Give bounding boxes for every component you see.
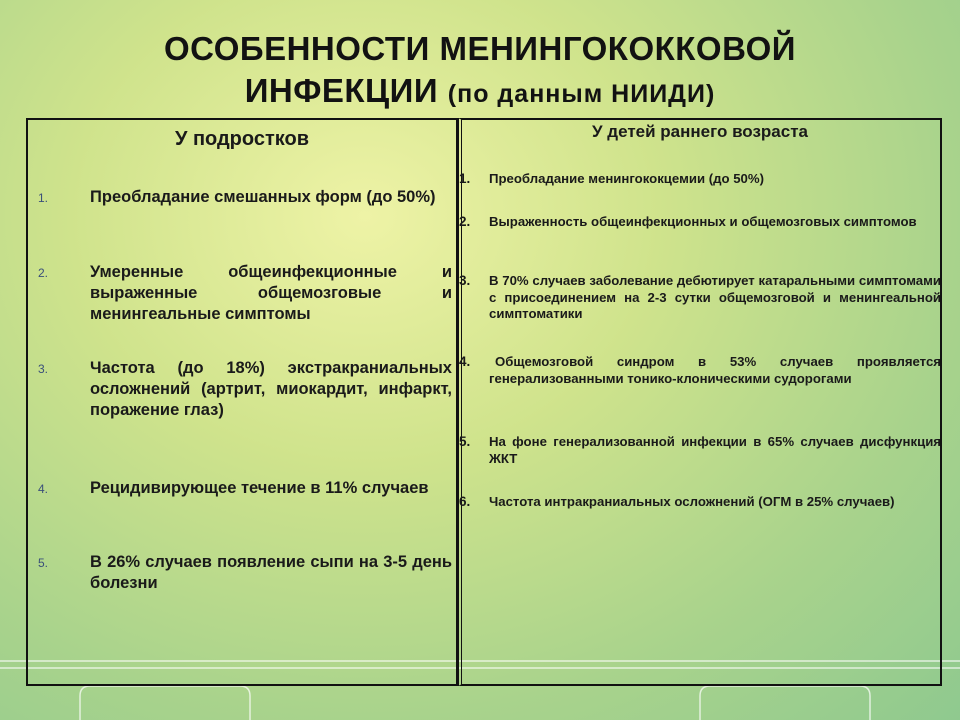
right-item-number: 6.: [459, 494, 471, 509]
left-list-item: Умеренные общеинфекционные и выраженные общемозговые и менингеальные симптомы: [90, 263, 452, 323]
left-list-item: Рецидивирующее течение в 11% случаев: [90, 479, 429, 497]
page-title-line2: [0, 72, 960, 110]
left-item-number: 1.: [38, 191, 49, 205]
right-item-number: 1.: [459, 171, 471, 186]
right-item-number: 4.: [459, 354, 471, 369]
right-list-item: В 70% случаев заболевание дебютирует катаральными симптомами с присоединением на 2-3 сутки общемозговой и менингеальной симптоматики: [489, 273, 941, 321]
left-list-item: В 26% случаев появление сыпи на 3-5 день болезни: [90, 553, 452, 592]
left-column-heading: У подростков: [174, 128, 310, 150]
right-item-number: 5.: [459, 434, 471, 449]
page-title-note: (по данным НИИДИ): [447, 80, 716, 108]
page-title-line1: ОСОБЕННОСТИ МЕНИНГОКОККОВОЙ: [164, 30, 796, 67]
right-list-item: Частота интракраниальных осложнений (ОГМ в 25% случаев): [489, 494, 895, 509]
left-item-number: 5.: [38, 556, 49, 570]
left-item-number: 3.: [38, 362, 49, 376]
left-item-number: 2.: [38, 266, 49, 280]
right-list-item: Общемозговой синдром в 53% случаев проявляется генерализованными тонико-клоническими судорогами: [489, 354, 941, 386]
left-item-number: 4.: [38, 482, 49, 496]
right-item-number: 3.: [459, 273, 471, 288]
right-list-item: Выраженность общеинфекционных и общемозговых симптомов: [489, 214, 917, 229]
right-column-box: [458, 118, 942, 686]
left-list-item: Преобладание смешанных форм (до 50%): [90, 188, 436, 206]
right-list-item: На фоне генерализованной инфекции в 65% случаев дисфункция ЖКТ: [489, 434, 941, 466]
right-list-item: Преобладание менингококцемии (до 50%): [489, 171, 764, 186]
left-list-item: Частота (до 18%) экстракраниальных осложнений (артрит, миокардит, инфаркт, поражение глаз): [90, 359, 452, 419]
right-column-heading: У детей раннего возраста: [592, 122, 808, 141]
right-item-number: 2.: [459, 214, 471, 229]
page-title-main: ИНФЕКЦИИ: [244, 72, 439, 109]
